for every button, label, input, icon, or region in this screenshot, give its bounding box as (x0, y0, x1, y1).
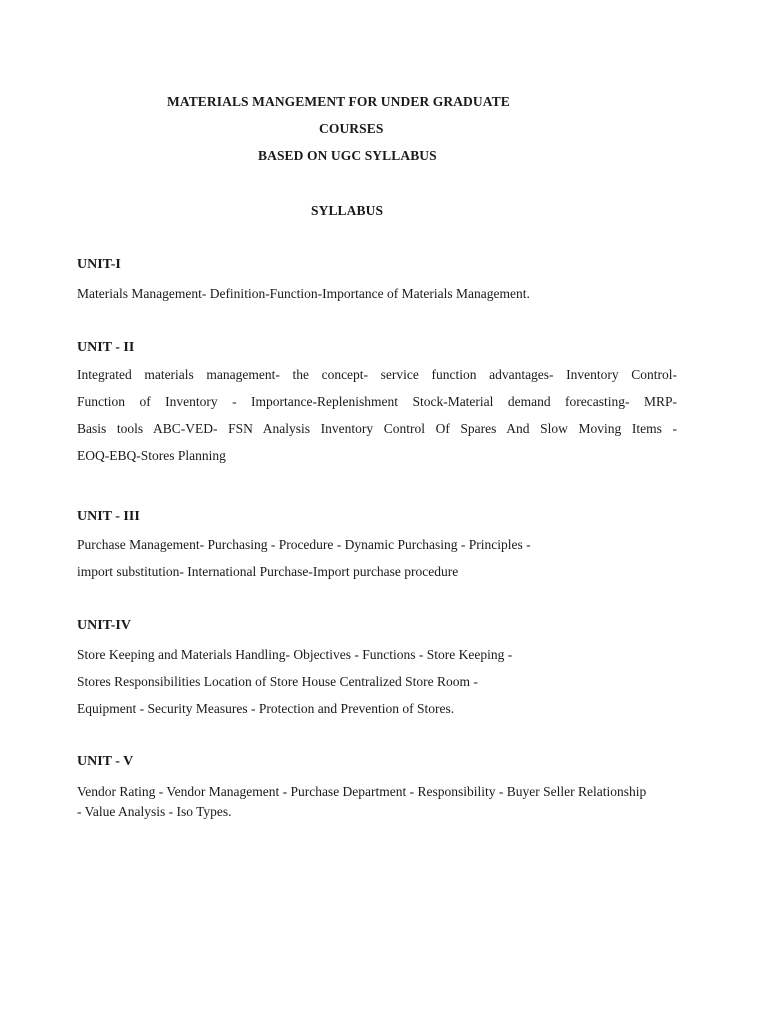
section-title: SYLLABUS (311, 203, 384, 218)
unit-4-line-2: Stores Responsibilities Location of Store House Centralized Store Room - (77, 674, 478, 689)
unit-2-line-3: Basis tools ABC-VED- FSN Analysis Inventory Control Of Spares And Slow Moving Items - (77, 421, 677, 436)
unit-1-line-1: Materials Management- Definition-Function-Importance of Materials Management. (77, 286, 530, 301)
unit-3-heading: UNIT - III (77, 509, 140, 524)
unit-5-heading: UNIT - V (77, 754, 134, 769)
title-line-3: BASED ON UGC SYLLABUS (258, 148, 437, 163)
unit-1-heading: UNIT-I (77, 257, 121, 272)
title-line-2: COURSES (319, 121, 384, 136)
unit-4-heading: UNIT-IV (77, 618, 131, 633)
unit-2-line-1: Integrated materials management- the concept- service function advantages- Inventory Control- (77, 367, 677, 382)
unit-2-line-4: EOQ-EBQ-Stores Planning (77, 448, 226, 463)
unit-2-heading: UNIT - II (77, 340, 135, 355)
unit-5-paragraph: Vendor Rating - Vendor Management - Purchase Department - Responsibility - Buyer Seller Relationship - Value Analysis - Iso Types. (77, 784, 647, 819)
unit-4-line-3: Equipment - Security Measures - Protection and Prevention of Stores. (77, 701, 455, 716)
title-line-1: MATERIALS MANGEMENT FOR UNDER GRADUATE (167, 94, 510, 109)
unit-3-line-1: Purchase Management- Purchasing - Procedure - Dynamic Purchasing - Principles - (77, 537, 531, 552)
unit-2-line-2: Function of Inventory - Importance-Replenishment Stock-Material demand forecasting- MRP- (77, 394, 677, 409)
unit-3-line-2: import substitution- International Purchase-Import purchase procedure (77, 564, 459, 579)
unit-4-line-1: Store Keeping and Materials Handling- Objectives - Functions - Store Keeping - (77, 647, 513, 662)
